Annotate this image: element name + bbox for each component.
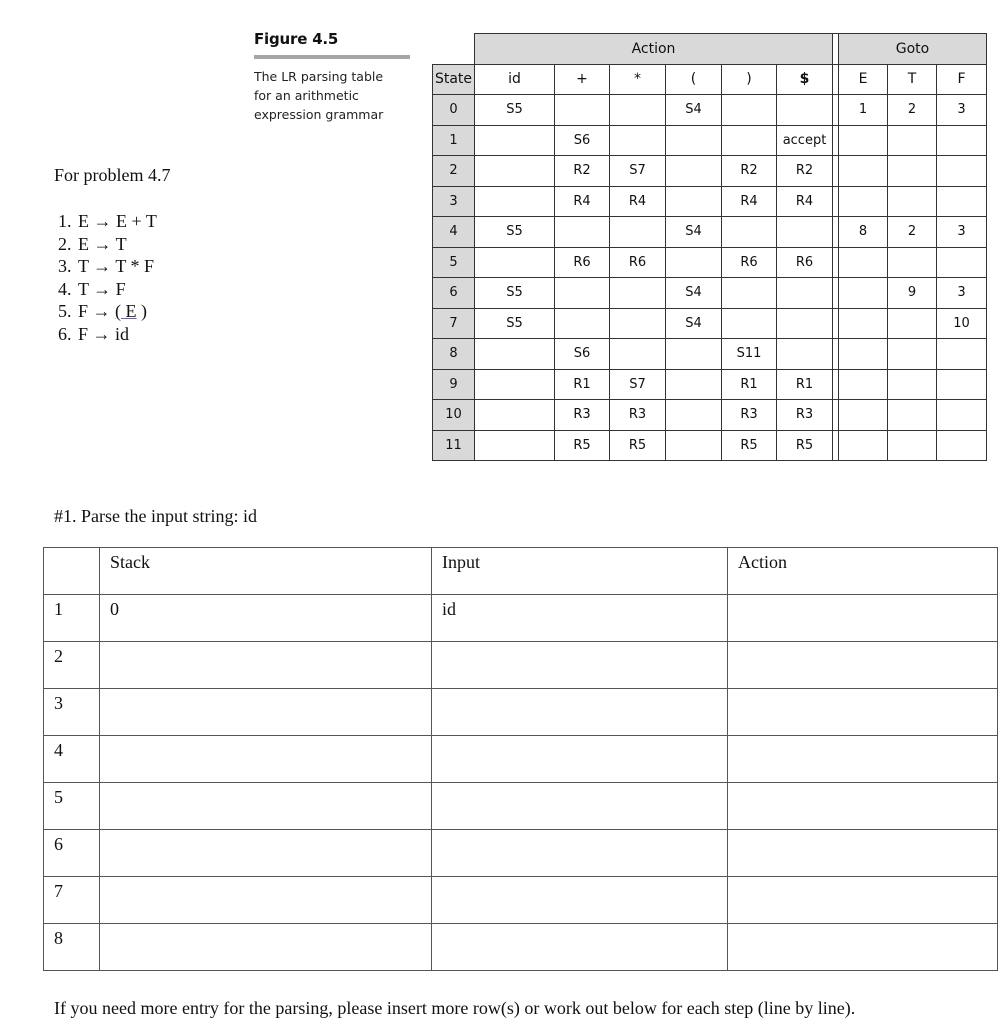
parse-row-number: 3 — [44, 689, 100, 736]
action-cell: R5 — [555, 430, 610, 461]
action-cell: S6 — [555, 125, 610, 156]
goto-cell: 10 — [937, 308, 987, 339]
action-cell — [475, 186, 555, 217]
parse-table — [43, 547, 998, 971]
state-header: State — [433, 64, 475, 95]
state-cell: 3 — [433, 186, 475, 217]
state-cell: 1 — [433, 125, 475, 156]
parse-header-row — [44, 548, 998, 595]
figure-caption — [254, 30, 412, 124]
parse-cell[interactable] — [728, 642, 998, 689]
action-cell — [777, 278, 833, 309]
lr-table-row — [433, 95, 987, 126]
action-cell — [666, 156, 722, 187]
figure-desc-line: The LR parsing table — [254, 69, 384, 84]
footer-instruction: If you need more entry for the parsing, please insert more row(s) or work out below for each step (line by line). — [54, 998, 856, 1018]
action-cell — [555, 308, 610, 339]
action-cell: R4 — [722, 186, 777, 217]
action-cell — [610, 217, 666, 248]
goto-cell — [937, 430, 987, 461]
question-text: #1. Parse the input string: id — [54, 506, 257, 526]
goto-group-header: Goto — [839, 34, 987, 65]
action-cell — [610, 95, 666, 126]
goto-col-header: E — [839, 64, 888, 95]
goto-cell: 1 — [839, 95, 888, 126]
goto-cell — [937, 247, 987, 278]
action-cell: R1 — [777, 369, 833, 400]
grammar-rule: 5. F → ( E ) — [58, 301, 148, 321]
grammar-rule: 6. F → id — [58, 323, 130, 344]
goto-cell: 3 — [937, 278, 987, 309]
action-col-header: $ — [777, 64, 833, 95]
state-cell: 2 — [433, 156, 475, 187]
parse-row — [44, 642, 998, 689]
action-cell: R3 — [777, 400, 833, 431]
action-col-header: ( — [666, 64, 722, 95]
goto-cell — [839, 156, 888, 187]
lr-table-row — [433, 308, 987, 339]
figure-desc-line: for an arithmetic — [254, 88, 359, 103]
goto-cell: 9 — [888, 278, 937, 309]
action-cell — [610, 339, 666, 370]
action-cell: R2 — [555, 156, 610, 187]
action-cell: R6 — [555, 247, 610, 278]
lr-table-row — [433, 430, 987, 461]
action-col-header: + — [555, 64, 610, 95]
parse-cell[interactable] — [728, 783, 998, 830]
goto-cell: 8 — [839, 217, 888, 248]
parse-cell[interactable] — [432, 642, 728, 689]
action-cell — [610, 125, 666, 156]
lr-table-row — [433, 217, 987, 248]
action-cell — [666, 400, 722, 431]
action-cell: R1 — [555, 369, 610, 400]
parse-cell[interactable] — [728, 689, 998, 736]
goto-cell — [937, 369, 987, 400]
action-cell — [722, 308, 777, 339]
goto-cell — [937, 339, 987, 370]
grammar-rule: 4. T → F — [58, 278, 126, 299]
goto-cell — [888, 400, 937, 431]
action-cell: R5 — [722, 430, 777, 461]
action-cell — [666, 125, 722, 156]
action-cell: R5 — [777, 430, 833, 461]
action-cell — [555, 217, 610, 248]
action-cell: S4 — [666, 278, 722, 309]
goto-cell — [839, 339, 888, 370]
parse-row-number: 1 — [44, 595, 100, 642]
parse-cell[interactable] — [432, 924, 728, 971]
action-cell — [722, 217, 777, 248]
action-cell: R5 — [610, 430, 666, 461]
parse-row-number: 6 — [44, 830, 100, 877]
action-cell — [666, 186, 722, 217]
goto-cell — [888, 247, 937, 278]
goto-cell: 3 — [937, 95, 987, 126]
lr-column-header-row — [433, 64, 987, 95]
lr-table-body — [433, 95, 987, 461]
grammar-rule: 2. E → T — [58, 233, 127, 254]
parse-header-cell: Stack — [100, 548, 432, 595]
lr-table-row — [433, 156, 987, 187]
state-cell: 8 — [433, 339, 475, 370]
action-cell: R6 — [777, 247, 833, 278]
action-cell — [666, 369, 722, 400]
action-cell — [666, 430, 722, 461]
action-cell: R1 — [722, 369, 777, 400]
lr-table-row — [433, 125, 987, 156]
goto-cell — [839, 369, 888, 400]
parse-cell[interactable]: id — [432, 595, 728, 642]
action-cell: accept — [777, 125, 833, 156]
action-cell: S5 — [475, 308, 555, 339]
goto-cell: 2 — [888, 217, 937, 248]
goto-cell — [888, 369, 937, 400]
action-cell: S4 — [666, 95, 722, 126]
goto-cell — [888, 308, 937, 339]
state-cell: 9 — [433, 369, 475, 400]
action-cell: S5 — [475, 95, 555, 126]
action-cell: S5 — [475, 278, 555, 309]
action-cell: R6 — [722, 247, 777, 278]
action-cell — [555, 278, 610, 309]
goto-cell — [937, 186, 987, 217]
state-cell: 5 — [433, 247, 475, 278]
action-cell — [475, 430, 555, 461]
parse-row — [44, 830, 998, 877]
parse-row — [44, 877, 998, 924]
action-cell: S7 — [610, 369, 666, 400]
action-cell: R3 — [555, 400, 610, 431]
parse-header-cell: Input — [432, 548, 728, 595]
goto-cell — [888, 430, 937, 461]
parse-cell[interactable] — [100, 924, 432, 971]
parse-cell[interactable] — [100, 689, 432, 736]
parse-row-number: 8 — [44, 924, 100, 971]
goto-cell — [937, 125, 987, 156]
action-cell — [722, 125, 777, 156]
parse-row-number: 5 — [44, 783, 100, 830]
parse-cell[interactable]: 0 — [100, 595, 432, 642]
state-cell: 6 — [433, 278, 475, 309]
action-cell — [666, 339, 722, 370]
figure-description — [254, 67, 412, 124]
figure-title: Figure 4.5 — [254, 30, 339, 48]
parse-cell[interactable] — [728, 877, 998, 924]
state-cell: 11 — [433, 430, 475, 461]
action-cell: R2 — [722, 156, 777, 187]
lr-group-header-row — [433, 34, 987, 65]
parse-row — [44, 924, 998, 971]
figure-rule — [254, 55, 410, 59]
goto-col-header: T — [888, 64, 937, 95]
action-col-header: id — [475, 64, 555, 95]
action-cell: R3 — [610, 400, 666, 431]
action-col-header: * — [610, 64, 666, 95]
parse-cell[interactable] — [100, 830, 432, 877]
lr-table-row — [433, 369, 987, 400]
parse-row — [44, 689, 998, 736]
goto-cell — [839, 247, 888, 278]
parse-cell[interactable] — [432, 877, 728, 924]
parse-row — [44, 595, 998, 642]
action-cell — [475, 247, 555, 278]
grammar-rule: 3. T → T * F — [58, 256, 155, 276]
problem-title: For problem 4.7 — [54, 165, 171, 185]
action-cell — [777, 95, 833, 126]
lr-table-row — [433, 339, 987, 370]
lr-table-row — [433, 400, 987, 431]
parse-cell[interactable] — [100, 783, 432, 830]
parse-header-cell — [44, 548, 100, 595]
action-cell — [475, 125, 555, 156]
parse-cell[interactable] — [728, 736, 998, 783]
action-cell — [475, 339, 555, 370]
goto-cell: 2 — [888, 95, 937, 126]
lr-table-row — [433, 186, 987, 217]
goto-cell: 3 — [937, 217, 987, 248]
goto-cell — [888, 339, 937, 370]
parse-table-body — [44, 548, 998, 971]
parse-cell[interactable] — [432, 689, 728, 736]
grammar-list — [58, 210, 157, 345]
goto-cell — [839, 308, 888, 339]
action-cell — [475, 369, 555, 400]
goto-cell — [839, 125, 888, 156]
parse-cell[interactable] — [432, 736, 728, 783]
action-cell: S4 — [666, 217, 722, 248]
action-cell: R4 — [777, 186, 833, 217]
action-cell: R3 — [722, 400, 777, 431]
action-cell — [777, 339, 833, 370]
action-col-header: ) — [722, 64, 777, 95]
action-cell — [777, 217, 833, 248]
action-cell: R6 — [610, 247, 666, 278]
lr-parsing-table — [432, 33, 987, 461]
goto-cell — [839, 186, 888, 217]
action-cell: R4 — [555, 186, 610, 217]
goto-cell — [937, 400, 987, 431]
action-cell: S7 — [610, 156, 666, 187]
action-cell — [722, 95, 777, 126]
action-cell — [555, 95, 610, 126]
parse-cell[interactable] — [100, 642, 432, 689]
state-cell: 4 — [433, 217, 475, 248]
parse-cell[interactable] — [432, 830, 728, 877]
action-cell: R2 — [777, 156, 833, 187]
parse-row — [44, 736, 998, 783]
parse-header-cell: Action — [728, 548, 998, 595]
parse-row-number: 4 — [44, 736, 100, 783]
parse-cell[interactable] — [728, 830, 998, 877]
action-cell: S6 — [555, 339, 610, 370]
parse-row — [44, 783, 998, 830]
action-cell — [475, 400, 555, 431]
goto-col-header: F — [937, 64, 987, 95]
parse-row-number: 7 — [44, 877, 100, 924]
goto-cell — [888, 156, 937, 187]
grammar-rule: 1. E → E + T — [58, 211, 157, 231]
parse-cell[interactable] — [728, 595, 998, 642]
goto-cell — [839, 400, 888, 431]
state-cell: 7 — [433, 308, 475, 339]
action-group-header: Action — [475, 34, 833, 65]
state-cell: 10 — [433, 400, 475, 431]
parse-cell[interactable] — [728, 924, 998, 971]
figure-desc-line: expression grammar — [254, 107, 384, 122]
action-cell: R4 — [610, 186, 666, 217]
parse-cell[interactable] — [100, 736, 432, 783]
goto-cell — [888, 186, 937, 217]
action-cell: S4 — [666, 308, 722, 339]
parse-cell[interactable] — [100, 877, 432, 924]
action-cell — [475, 156, 555, 187]
goto-cell — [888, 125, 937, 156]
lr-table-row — [433, 247, 987, 278]
action-cell — [610, 278, 666, 309]
action-cell — [777, 308, 833, 339]
action-cell — [610, 308, 666, 339]
action-cell — [666, 247, 722, 278]
parse-row-number: 2 — [44, 642, 100, 689]
goto-cell — [839, 278, 888, 309]
lr-table-row — [433, 278, 987, 309]
action-cell: S11 — [722, 339, 777, 370]
parse-cell[interactable] — [432, 783, 728, 830]
state-cell: 0 — [433, 95, 475, 126]
action-cell: S5 — [475, 217, 555, 248]
goto-cell — [937, 156, 987, 187]
action-cell — [722, 278, 777, 309]
goto-cell — [839, 430, 888, 461]
